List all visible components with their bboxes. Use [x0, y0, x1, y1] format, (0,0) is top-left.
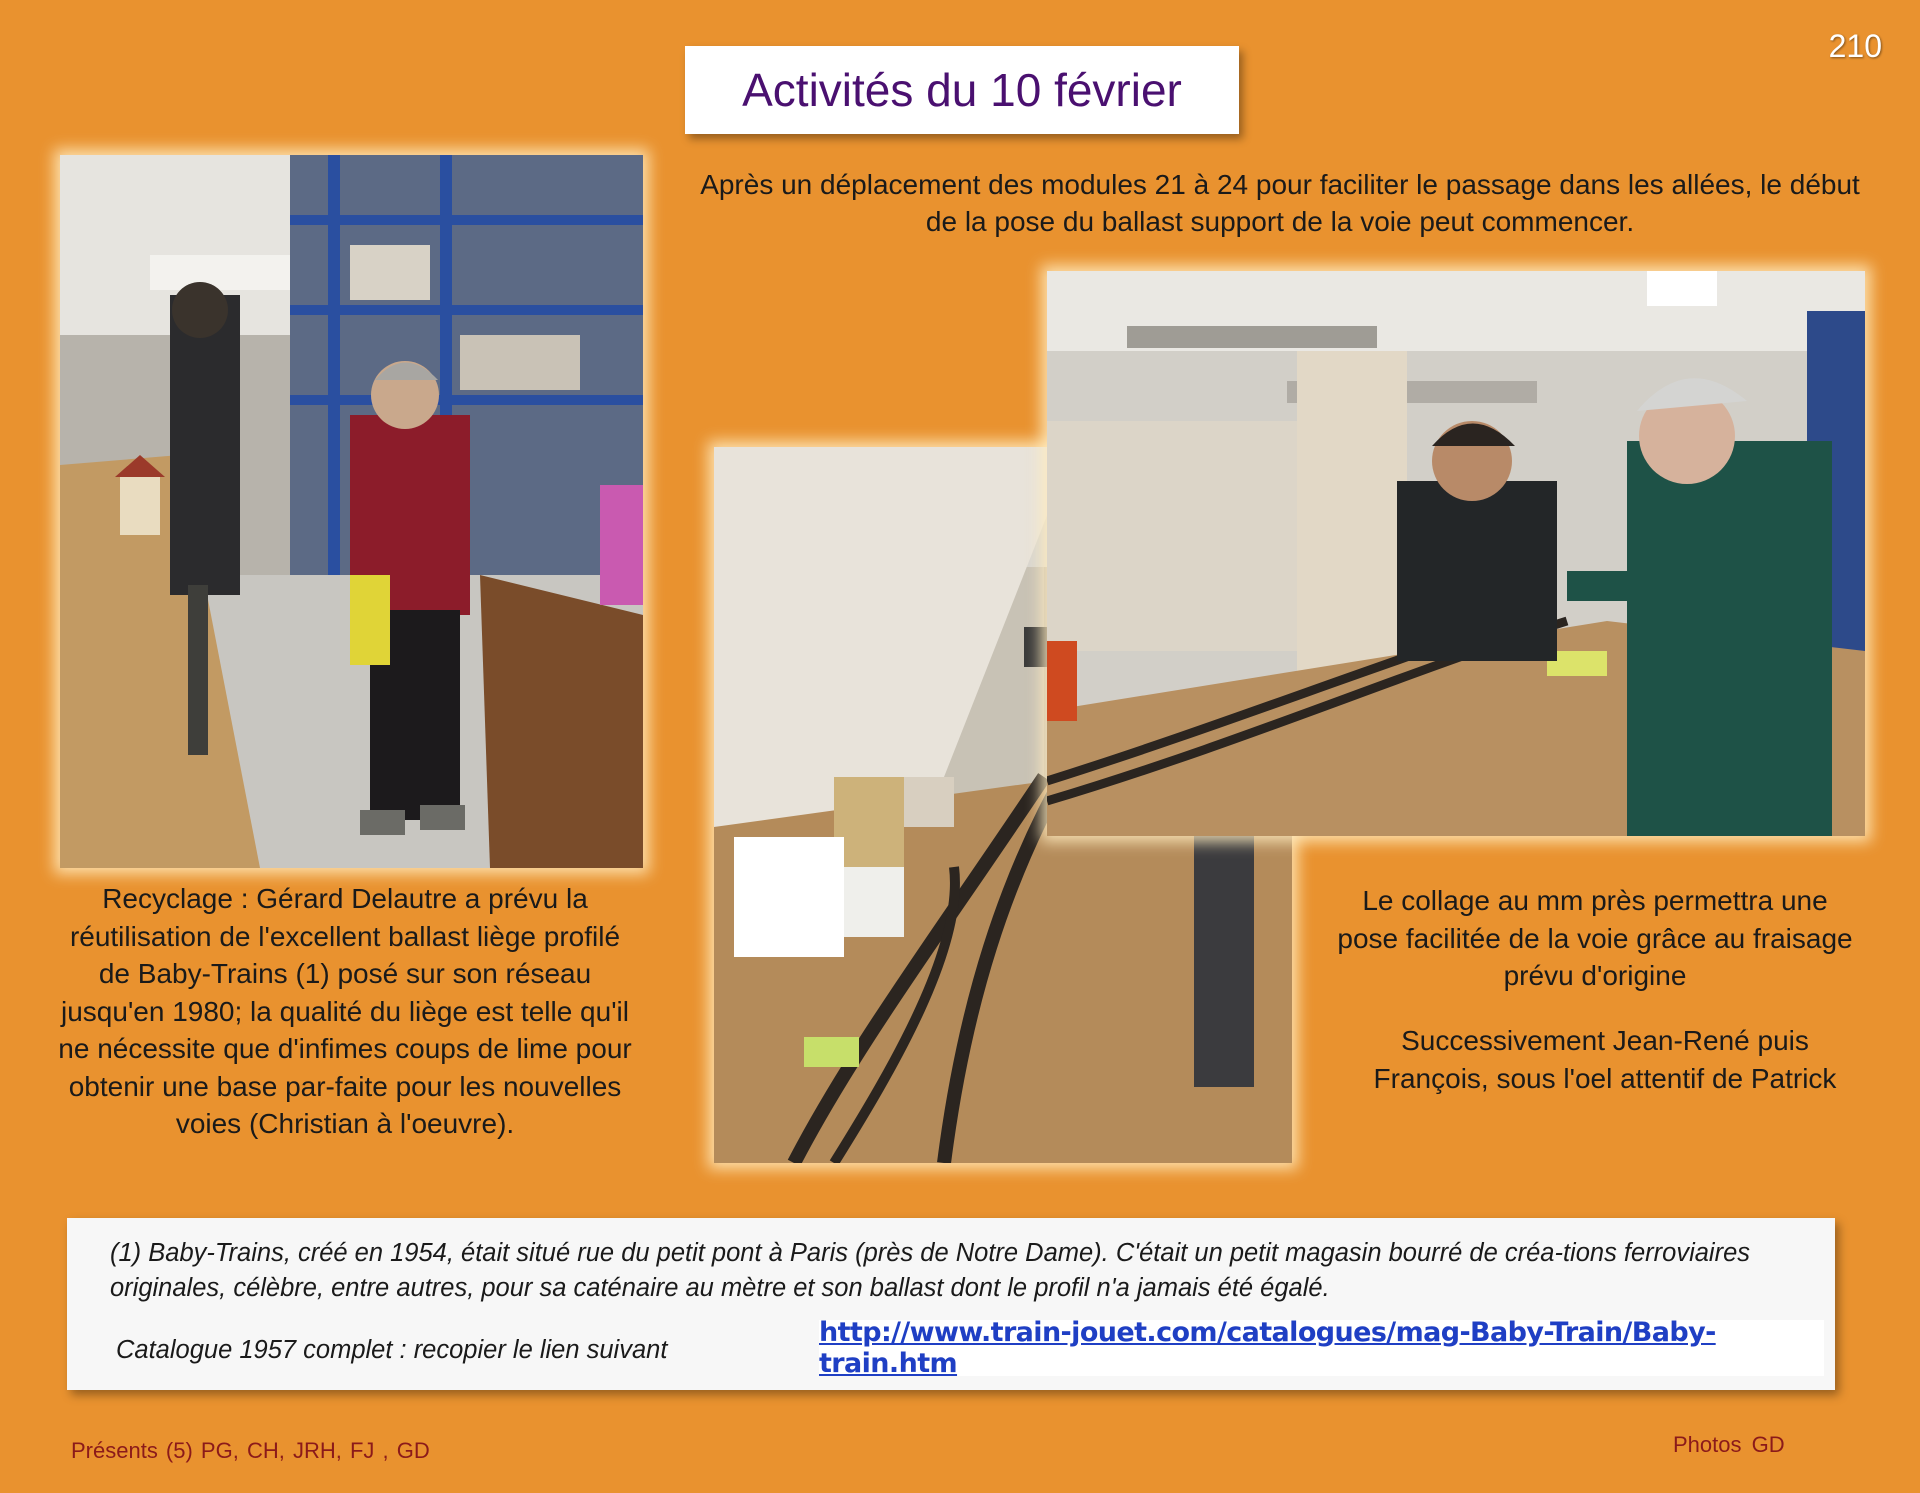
catalogue-label: Catalogue 1957 complet : recopier le lien suivant — [116, 1336, 668, 1364]
footnote-box — [67, 1218, 1835, 1390]
page-number: 210 — [1828, 28, 1882, 64]
page-title: Activités du 10 février — [742, 64, 1182, 116]
catalogue-link[interactable]: http://www.train-jouet.com/catalogues/mag-Baby-Train/Baby-train.htm — [819, 1317, 1716, 1379]
title-box — [685, 46, 1239, 134]
link-box — [819, 1317, 1824, 1379]
intro-text: Après un déplacement des modules 21 à 24 pour faciliter le passage dans les allées, le début de la pose du ballast support de la voie peut commencer. — [700, 169, 1860, 237]
caption-successivement: Successivement Jean-René puis François, sous l'oel attentif de Patrick — [1373, 1025, 1837, 1094]
caption-recyclage: Recyclage : Gérard Delautre a prévu la réutilisation de l'excellent ballast liège profilé de Baby-Trains (1) posé sur son réseau jusqu'en 1980; la qualité du liège est telle qu'il ne nécessite que d'infimes coups de lime pour obtenir une base par-faite pour les nouvelles voies (Christian à l'oeuvre). — [58, 883, 632, 1139]
photo-workshop-left — [60, 155, 643, 868]
photo-gluing-right — [1047, 271, 1865, 836]
photo-gluing-image — [1047, 271, 1865, 836]
photo-workshop-image — [60, 155, 643, 868]
footnote-text: (1) Baby-Trains, créé en 1954, était situé rue du petit pont à Paris (près de Notre Dame). C'était un petit magasin bourré de créa-tions ferroviaires originales, célèbre, entre autres, pour sa caténaire au mètre et son ballast dont le profil n'a jamais été égalé. — [110, 1239, 1751, 1302]
photos-credit: Photos GD — [1673, 1432, 1785, 1457]
presents-list: Présents (5) PG, CH, JRH, FJ , GD — [71, 1438, 430, 1463]
caption-collage: Le collage au mm près permettra une pose facilitée de la voie grâce au fraisage prévu d'origine — [1337, 885, 1853, 991]
